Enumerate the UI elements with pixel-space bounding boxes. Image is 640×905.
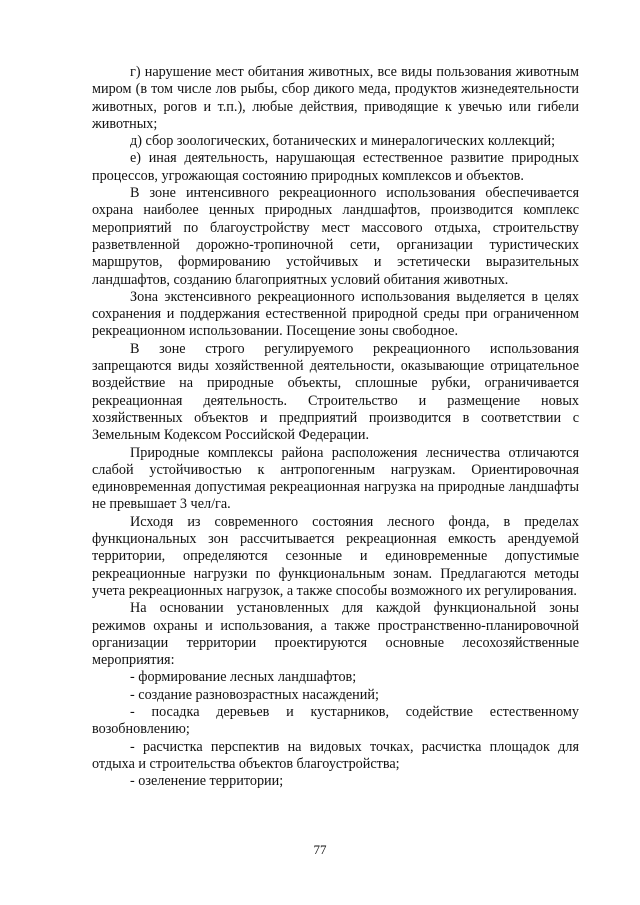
paragraph-natural-complexes: Природные комплексы района расположения лесничества отличаются слабой устойчивостью к антропогенным нагрузкам. Ориентировочная единовременная допустимая рекреационная нагрузка на природные ландшафты не превышает 3 чел/га. xyxy=(92,444,579,513)
paragraph-measures-intro: На основании установленных для каждой функциональной зоны режимов охраны и использования, а также пространственно-планировочной организации территории проектируются основные лесохозяйственные мероприятия: xyxy=(92,600,579,669)
page-number: 77 xyxy=(313,842,327,857)
list-item: - посадка деревьев и кустарников, содействие естественному возобновлению; xyxy=(92,703,579,738)
list-item: - создание разновозрастных насаждений; xyxy=(130,686,379,703)
paragraph-regulated-zone: В зоне строго регулируемого рекреационного использования запрещаются виды хозяйственной деятельности, оказывающие отрицательное воздействие на природные объекты, сплошные рубки, ограничивается рекреационная деятельность. Строительство и размещение новых хозяйственных объектов и предприятий производится в соответствии с Земельным Кодексом Российской Федерации. xyxy=(92,340,579,444)
list-item: - озеленение территории; xyxy=(130,773,284,790)
paragraph-recreational-capacity: Исходя из современного состояния лесного фонда, в пределах функциональных зон рассчитывается рекреационная емкость арендуемой территории, определяются сезонные и единовременные допустимые рекреационные нагрузки по функциональным зонам. Предлагаются методы учета рекреационных нагрузок, а также способы возможного их регулирования. xyxy=(92,513,579,599)
paragraph-extensive-zone: Зона экстенсивного рекреационного использования выделяется в целях сохранения и поддержания естественной природной среды при ограниченном рекреационном использовании. Посещение зоны свободное. xyxy=(92,288,579,340)
list-item: - расчистка перспектив на видовых точках, расчистка площадок для отдыха и строительства объектов благоустройства; xyxy=(92,738,579,772)
document-page xyxy=(92,64,579,790)
paragraph-item-g: г) нарушение мест обитания животных, все виды пользования животным миром (в том числе лов рыбы, сбор дикого меда, продуктов жизнедеятельности животных, рогов и т.п.), любые действия, приводящие к увечью или гибели животных; xyxy=(92,64,579,132)
paragraph-intensive-zone: В зоне интенсивного рекреационного использования обеспечивается охрана наиболее ценных природных ландшафтов, производится комплекс мероприятий по благоустройству мест массового отдыха, строительству разветвленной дорожно-тропиночной сети, организации туристических маршрутов, формированию устойчивых и эстетически выразительных ландшафтов, созданию благоприятных условий обитания животных. xyxy=(92,185,579,288)
list-item: - формирование лесных ландшафтов; xyxy=(130,669,357,686)
paragraph-item-e: е) иная деятельность, нарушающая естественное развитие природных процессов, угрожающая состоянию природных комплексов и объектов. xyxy=(92,150,579,184)
paragraph-item-d: д) сбор зоологических, ботанических и минералогических коллекций; xyxy=(130,133,556,150)
